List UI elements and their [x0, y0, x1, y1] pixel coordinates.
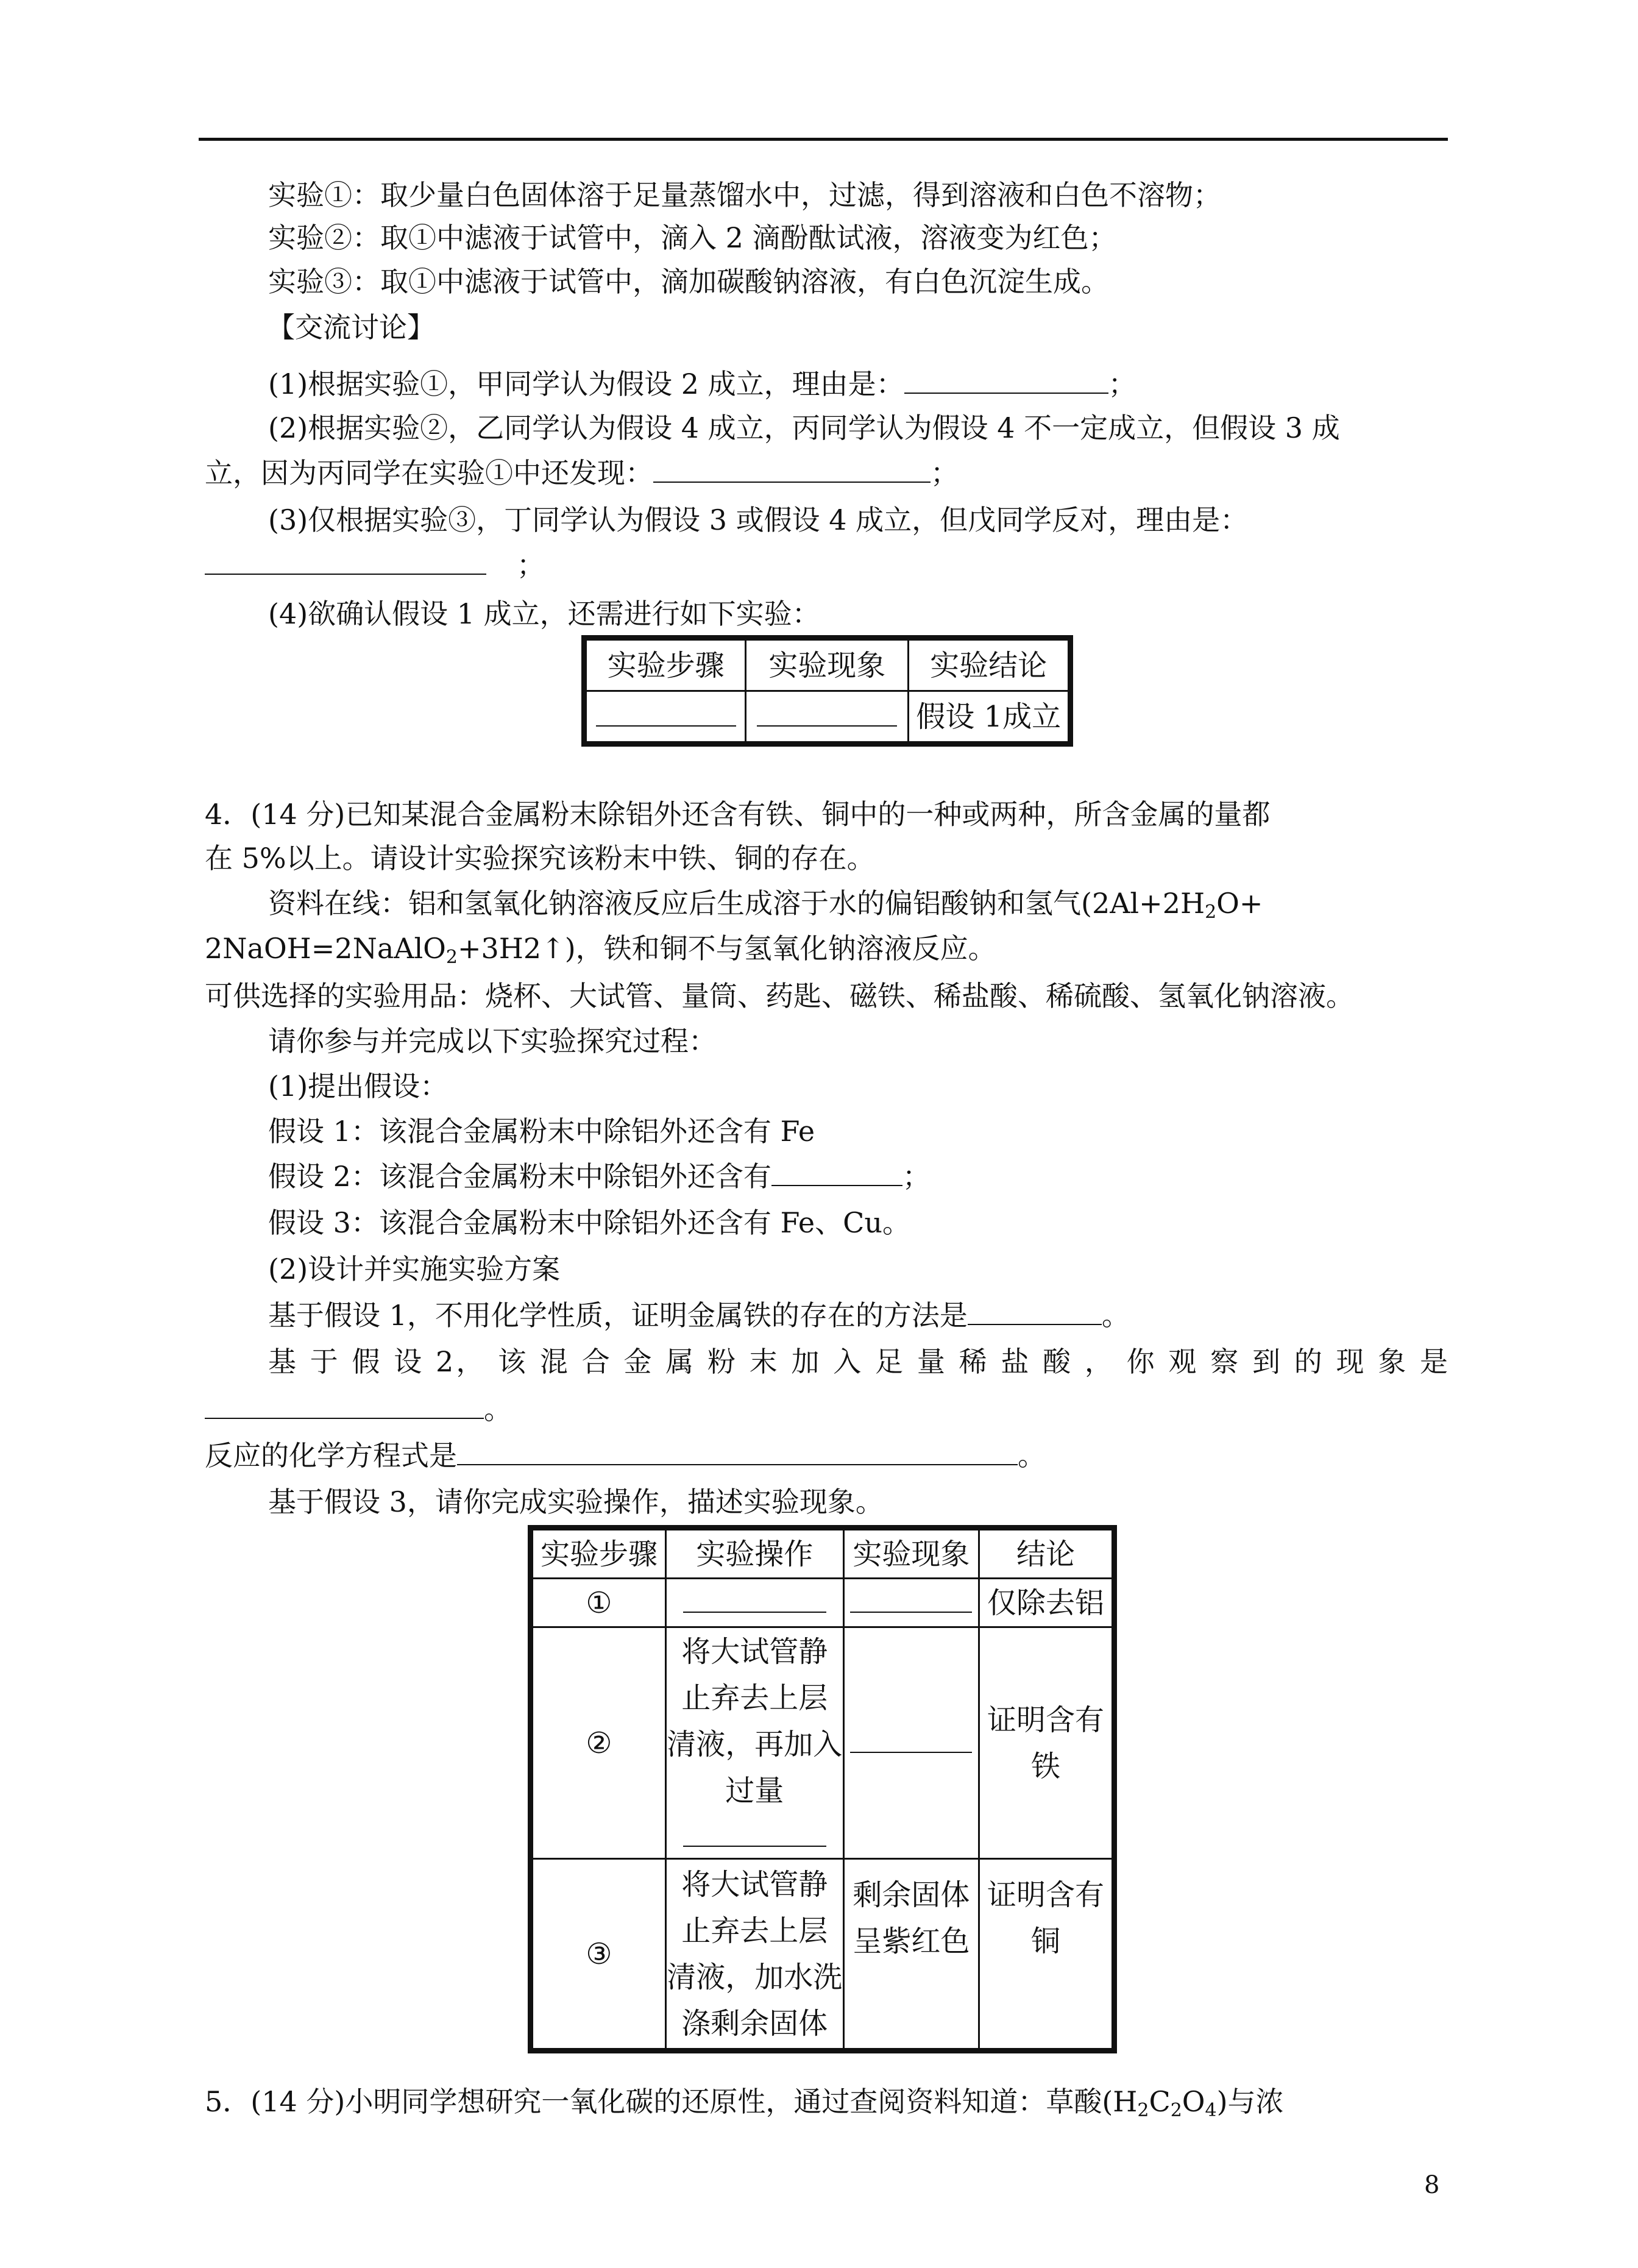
text-line [205, 1391, 512, 1427]
answer-blank[interactable] [457, 1440, 1018, 1465]
answer-blank[interactable] [653, 457, 931, 483]
cell-line: 呈紫红色 [853, 1924, 970, 1958]
text-line: 实验②：取①中滤液于试管中，滴入 2 滴酚酞试液，溶液变为红色； [268, 221, 1117, 254]
table-cell [665, 1627, 843, 1859]
cell-line: 清液，再加入 [667, 1727, 843, 1761]
answer-blank[interactable] [968, 1299, 1102, 1325]
question-text: (1)根据实验①，甲同学认为假设 2 成立，理由是： [268, 368, 904, 400]
subscript: 4 [1205, 2100, 1217, 2121]
text-line: 假设 3：该混合金属粉末中除铝外还含有 Fe、Cu。 [268, 1206, 910, 1239]
punctuation: ； [1108, 368, 1136, 400]
table-header: 实验步骤 [533, 1530, 666, 1579]
answer-blank[interactable] [850, 1587, 972, 1613]
answer-blank[interactable] [683, 1587, 826, 1613]
text-line [205, 1437, 1046, 1474]
text-segment: 资料在线：铝和氢氧化钠溶液反应后生成溶于水的偏铝酸钠和氢气(2Al+2H [268, 887, 1205, 920]
text-line [268, 1297, 1130, 1334]
answer-blank[interactable] [850, 1727, 972, 1753]
text-segment: +3H2↑)，铁和铜不与氢氧化钠溶液反应。 [458, 932, 996, 965]
cell-line: 证明含有 [987, 1702, 1105, 1737]
cell-line: 铜 [1031, 1924, 1061, 1958]
question-text: 立，因为丙同学在实验①中还发现： [205, 457, 653, 489]
table-header: 实验步骤 [586, 640, 746, 691]
table-cell: ③ [533, 1859, 666, 2049]
table-cell: ① [533, 1579, 666, 1627]
table-cell: ② [533, 1627, 666, 1859]
text-line [268, 885, 1263, 922]
table-cell [586, 691, 746, 742]
text-segment: 5．(14 分)小明同学想研究一氧化碳的还原性，通过查阅资料知道：草酸(H [205, 2085, 1138, 2118]
text-line: 4．(14 分)已知某混合金属粉末除铝外还含有铁、铜中的一种或两种，所含金属的量都 [205, 798, 1271, 831]
table-header: 结论 [979, 1530, 1113, 1579]
cell-line: 剩余固体 [853, 1878, 970, 1912]
punctuation: 。 [1018, 1439, 1046, 1472]
text-line: 假设 1：该混合金属粉末中除铝外还含有 Fe [268, 1115, 815, 1148]
text-line: (4)欲确认假设 1 成立，还需进行如下实验： [268, 597, 820, 630]
cell-line: 将大试管静 [681, 1634, 828, 1669]
section-heading: 【交流讨论】 [267, 311, 435, 344]
table-header: 实验操作 [665, 1530, 843, 1579]
table-cell [746, 691, 909, 742]
table-cell [843, 1859, 979, 2049]
subscript: 2 [1205, 901, 1217, 923]
answer-blank[interactable] [596, 701, 736, 727]
cell-line: 涤剩余固体 [681, 2006, 828, 2041]
experiment-table-2 [531, 1529, 1113, 2050]
text-segment: O [1182, 2085, 1205, 2118]
punctuation: ； [931, 457, 959, 489]
text-line: (3)仅根据实验③，丁同学认为假设 3 或假设 4 成立，但戊同学反对，理由是： [268, 503, 1249, 536]
answer-blank[interactable] [757, 701, 897, 727]
text-line [205, 2083, 1284, 2120]
text-line [205, 930, 996, 967]
answer-blank[interactable] [683, 1821, 826, 1847]
text-line: 可供选择的实验用品：烧杯、大试管、量筒、药匙、磁铁、稀盐酸、稀硫酸、氢氧化钠溶液。 [205, 979, 1354, 1012]
table-cell [843, 1627, 979, 1859]
cell-line: 将大试管静 [681, 1867, 828, 1902]
text-line: (2)根据实验②，乙同学认为假设 4 成立，丙同学认为假设 4 不一定成立，但假设 3 成 [268, 411, 1340, 444]
table-cell [979, 1627, 1113, 1859]
text-line: 实验③：取①中滤液于试管中，滴加碳酸钠溶液，有白色沉淀生成。 [268, 265, 1109, 298]
table-header: 实验结论 [909, 640, 1069, 691]
text-segment: O+ [1216, 887, 1263, 920]
punctuation: 。 [484, 1393, 512, 1426]
table-cell [665, 1859, 843, 2049]
table-cell [979, 1859, 1113, 2049]
cell-line: 过量 [725, 1773, 784, 1808]
page-number: 8 [1424, 2171, 1440, 2199]
cell-line: 止弃去上层 [681, 1913, 828, 1948]
table-cell [665, 1579, 843, 1627]
text-segment: C [1149, 2085, 1171, 2118]
subscript: 2 [445, 947, 458, 968]
text-line: 实验①：取少量白色固体溶于足量蒸馏水中，过滤，得到溶液和白色不溶物； [268, 179, 1221, 212]
text-segment: )与浓 [1216, 2085, 1284, 2118]
text-line: 在 5%以上。请设计实验探究该粉末中铁、铜的存在。 [205, 842, 875, 875]
text-line: 请你参与并完成以下实验探究过程： [268, 1025, 717, 1058]
text-line [268, 366, 1136, 402]
cell-line: 止弃去上层 [681, 1680, 828, 1715]
table-header: 实验现象 [843, 1530, 979, 1579]
punctuation: ； [902, 1160, 931, 1193]
header-rule [199, 138, 1448, 141]
answer-blank[interactable] [904, 368, 1108, 394]
text-line: (1)提出假设： [268, 1070, 448, 1103]
experiment-table-1 [585, 639, 1069, 743]
punctuation: ； [517, 549, 545, 581]
text-line: 基 于 假 设 2， 该 混 合 金 属 粉 末 加 入 足 量 稀 盐 酸 ， 你 观 察 到 的 现 象 是 [268, 1345, 1448, 1378]
table-cell: 仅除去铝 [979, 1579, 1113, 1627]
text-segment: 2NaOH=2NaAlO [205, 932, 446, 965]
table-cell: 假设 1成立 [909, 691, 1069, 742]
question-text: 反应的化学方程式是 [205, 1439, 457, 1472]
text-line [268, 1158, 931, 1195]
subscript: 2 [1170, 2100, 1182, 2121]
cell-line: 证明含有 [987, 1878, 1105, 1912]
text-line [205, 547, 545, 583]
cell-line: 清液，加水洗 [667, 1960, 843, 1994]
subscript: 2 [1137, 2100, 1149, 2121]
table-header: 实验现象 [746, 640, 909, 691]
punctuation: 。 [1101, 1299, 1130, 1332]
text-line: 基于假设 3，请你完成实验操作，描述实验现象。 [268, 1485, 884, 1518]
question-text: 假设 2：该混合金属粉末中除铝外还含有 [268, 1160, 771, 1193]
answer-blank[interactable] [205, 1393, 484, 1419]
answer-blank[interactable] [771, 1161, 902, 1186]
text-line [205, 455, 959, 491]
text-line: (2)设计并实施实验方案 [268, 1253, 561, 1285]
answer-blank[interactable] [205, 549, 486, 575]
cell-line: 铁 [1031, 1749, 1061, 1783]
question-text: 基于假设 1，不用化学性质，证明金属铁的存在的方法是 [268, 1299, 968, 1332]
table-cell [843, 1579, 979, 1627]
